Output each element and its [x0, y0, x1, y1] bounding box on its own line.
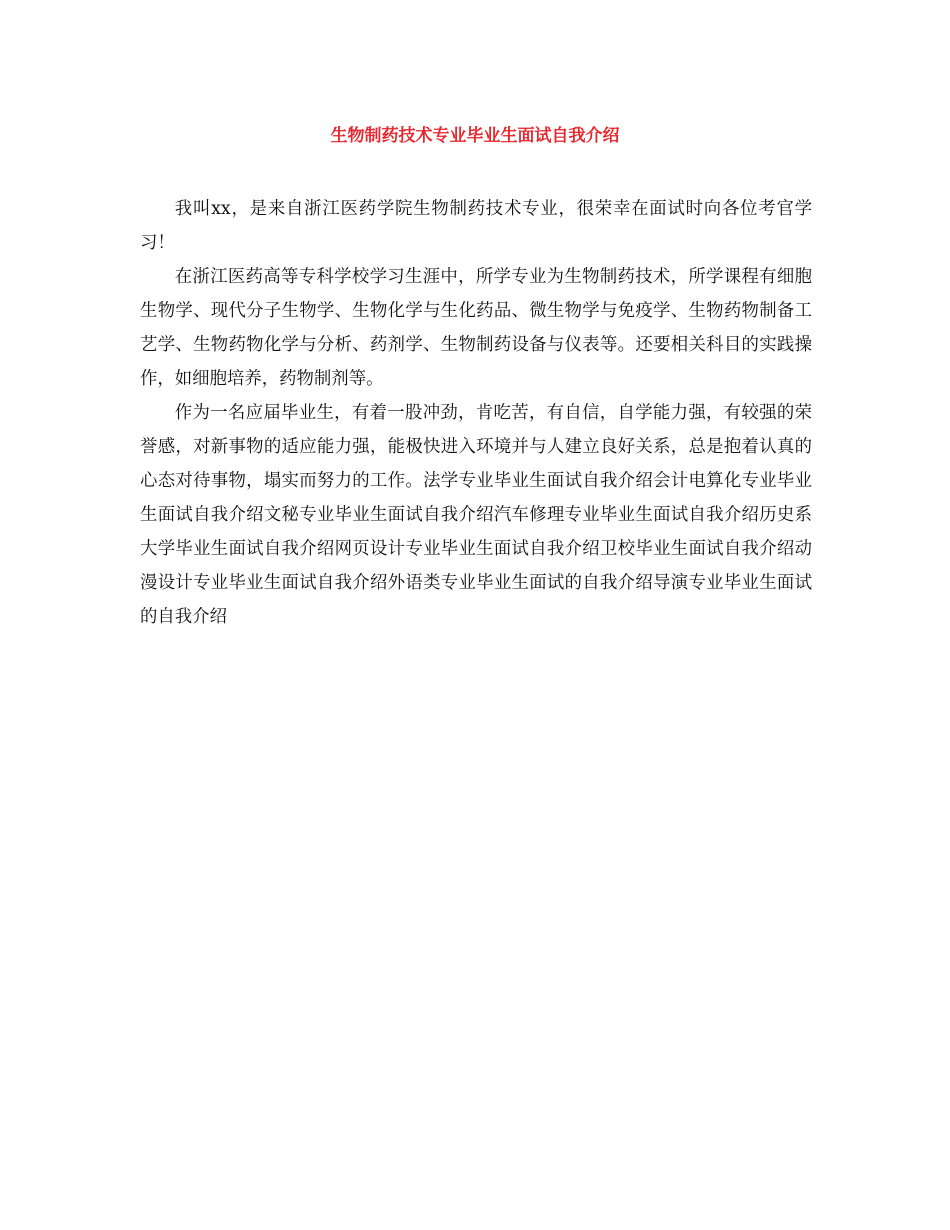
document-title: 生物制药技术专业毕业生面试自我介绍: [330, 126, 620, 146]
document-body: [140, 192, 812, 634]
paragraph-education: 在浙江医药高等专科学校学习生涯中，所学专业为生物制药技术，所学课程有细胞生物学、现代分子生物学、生物化学与生化药品、微生物学与免疫学、生物药物制备工艺学、生物药物化学与分析、药剂学、生物制药设备与仪表等。还要相关科目的实践操作，如细胞培养，药物制剂等。: [140, 267, 812, 389]
paragraph-introduction: 我叫xx，是来自浙江医药学院生物制药技术专业，很荣幸在面试时向各位考官学习！: [140, 199, 812, 253]
paragraph-personality: 作为一名应届毕业生，有着一股冲劲，肯吃苦，有自信，自学能力强，有较强的荣誉感，对新事物的适应能力强，能极快进入环境并与人建立良好关系，总是抱着认真的心态对待事物，塌实而努力的工作。法学专业毕业生面试自我介绍会计电算化专业毕业生面试自我介绍文秘专业毕业生面试自我介绍汽车修理专业毕业生面试自我介绍历史系大学毕业生面试自我介绍网页设计专业毕业生面试自我介绍卫校毕业生面试自我介绍动漫设计专业毕业生面试自我介绍外语类专业毕业生面试的自我介绍导演专业毕业生面试的自我介绍: [140, 403, 812, 627]
